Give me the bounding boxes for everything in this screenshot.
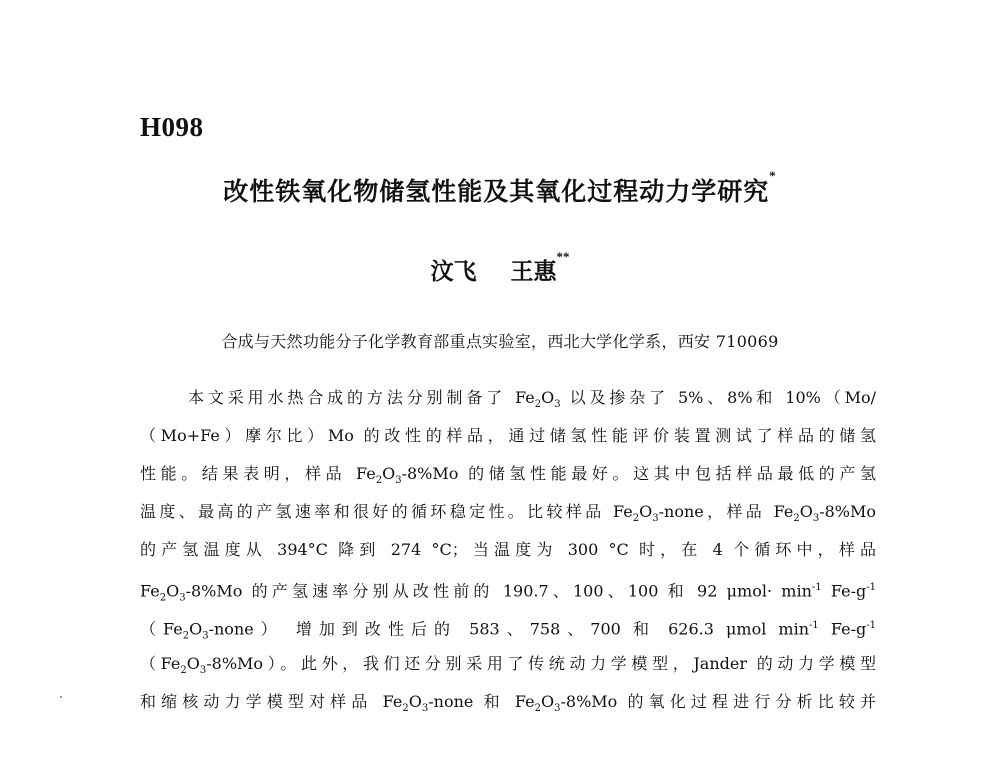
author-name: 汶飞 (430, 259, 477, 285)
author-footnote-mark: ** (556, 249, 570, 264)
author-name: 王惠 (510, 259, 557, 285)
paper-code: H098 (140, 112, 204, 142)
abstract-body (140, 379, 876, 721)
abstract-line: $(Fe_2O_3-none)$ 增加到改性后的 583、758、700 和 626.3 μmol $\min^{-1} Fe-g^{-1}$ (140, 619, 876, 642)
abstract-line: （Mo+Fe）摩尔比）Mo 的改性的样品，通过储氢性能评价装置测试了样品的储氢 (140, 426, 876, 445)
abstract-line: $(Fe_2O_3-8\%Mo)$。此外，我们还分别采用了传统动力学模型，Jander 的动力学模型 (140, 654, 876, 677)
abstract-line: 本文采用水热合成的方法分别制备了 $Fe_2O_3$ 以及掺杂了 5%、8%和 10%（Mo/ (188, 388, 876, 411)
title-footnote-mark: * (769, 168, 777, 183)
affiliation: 合成与天然功能分子化学教育部重点实验室，西北大学化学系，西安 710069 (221, 332, 779, 351)
abstract-line: $Fe_2O_3-8\%Mo$ 的产氢速率分别从改性前的 190.7、100、100 和 92 $\mu mol\cdot \min^{-1} Fe-g^{-1}$ (140, 581, 876, 604)
abstract-line: 和缩核动力学模型对样品 $Fe_2O_3$-none 和 $Fe_2O_3-8\%Mo$ 的氧化过程进行分析比较并 (140, 692, 876, 715)
paper-title-text: 改性铁氧化物储氢性能及其氧化过程动力学研究 (223, 177, 770, 206)
scan-speck (60, 696, 62, 698)
author-list (0, 249, 1000, 286)
abstract-line: 的产氢温度从 394°C 降到 274 °C；当温度为 300 °C 时，在 4 个循环中，样品 (140, 540, 876, 559)
abstract-line: 温度、最高的产氢速率和很好的循环稳定性。比较样品 $Fe_2O_3$-none，样品 $Fe_2O_3-8\%Mo$ (140, 502, 876, 525)
abstract-line: 性能。结果表明，样品 $Fe_2O_3-8\%Mo$ 的储氢性能最好。这其中包括样品最低的产氢 (140, 464, 876, 487)
paper-title (0, 168, 1000, 208)
